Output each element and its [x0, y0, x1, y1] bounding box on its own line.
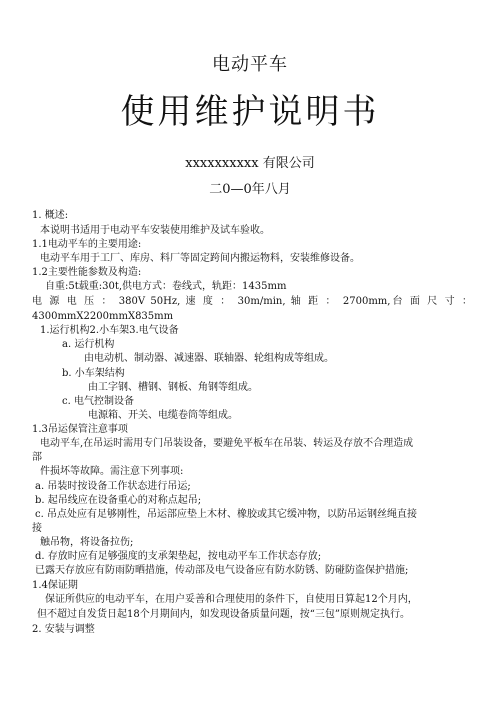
body-text: 本说明书适用于电动平车安装使用维护及试车验收。	[40, 225, 270, 236]
body-text: 自重:5t载重:30t,供电方式：卷线式，轨距：1435mm	[45, 281, 287, 292]
body-text: 电动平车,在吊运时需用专门吊装设备，要避免平板车在吊装、转运及存放不合理造成	[40, 438, 414, 449]
doc-title: 使用维护说明书	[120, 92, 380, 132]
body-text: 部	[32, 452, 42, 463]
body-text: 由工字钢、槽钢、钢板、角钢等组成。	[88, 382, 258, 393]
list-label: c. 电气控制设备	[62, 396, 134, 407]
body-text: 电动平车用于工厂、库房、料厂等固定跨间内搬运物料，安装维修设备。	[40, 253, 360, 264]
body-text: 电 源 电 压 ： 380V 50Hz, 速 度 ： 30m/min, 轴 距 ： 2700mm,台 面 尺 寸 ：	[32, 296, 472, 307]
section-heading: 1.3吊运保管注意事项	[32, 424, 128, 435]
body-text: 触吊物，将设备拉伤;	[40, 537, 134, 548]
body-text: 电源箱、开关、电缆卷筒等组成。	[88, 410, 238, 421]
body-text: 保证所供应的电动平车，在用户妥善和合理使用的条件下，自使用日算起12个月内，	[45, 594, 418, 605]
body-text: 接	[32, 523, 42, 534]
list-item: b. 起吊线应在设备重心的对称点起吊;	[35, 495, 202, 506]
list-item: d. 存放时应有足够强度的支承架垫起，按电动平车工作状态存放;	[35, 551, 322, 562]
body-text: 但不超过自发货日起18个月期间内，如发现设备质量问题，按“三包”原则规定执行。	[37, 609, 410, 620]
body-text: 由电动机、制动器、减速器、联轴器、轮组构成等组成。	[84, 353, 334, 364]
doc-subtitle: 电动平车	[212, 54, 288, 75]
list-label: b. 小车架结构	[62, 368, 125, 379]
doc-date: 二0—0年八月	[209, 182, 291, 197]
section-heading: 1.1电动平车的主要用途:	[32, 239, 142, 250]
list-item: a. 吊装时按设备工作状态进行吊运;	[35, 481, 191, 492]
list-item: c. 吊点处应有足够刚性，吊运部应垫上木材、橡胶或其它缓冲物，以防吊运钢丝绳直接	[35, 509, 417, 520]
section-heading: 1.2主要性能参数及构造:	[32, 267, 142, 278]
company-name: xxxxxxxxxx 有限公司	[185, 156, 315, 171]
section-heading: 1.4保证期	[32, 580, 78, 591]
body-text: 1.运行机构2.小车架3.电气设备	[40, 325, 179, 336]
body-text: 已露天存放应有防雨防晒措施，传动部及电气设备应有防水防锈、防碰防盗保护措施;	[35, 565, 409, 576]
body-text: 4300mmX2200mmX835mm	[32, 311, 174, 322]
section-heading: 1. 概述:	[32, 210, 69, 221]
body-text: 件损坏等故障。需注意下列事项:	[40, 466, 184, 477]
section-heading: 2. 安装与调整	[32, 624, 95, 635]
list-label: a. 运行机构	[62, 339, 115, 350]
